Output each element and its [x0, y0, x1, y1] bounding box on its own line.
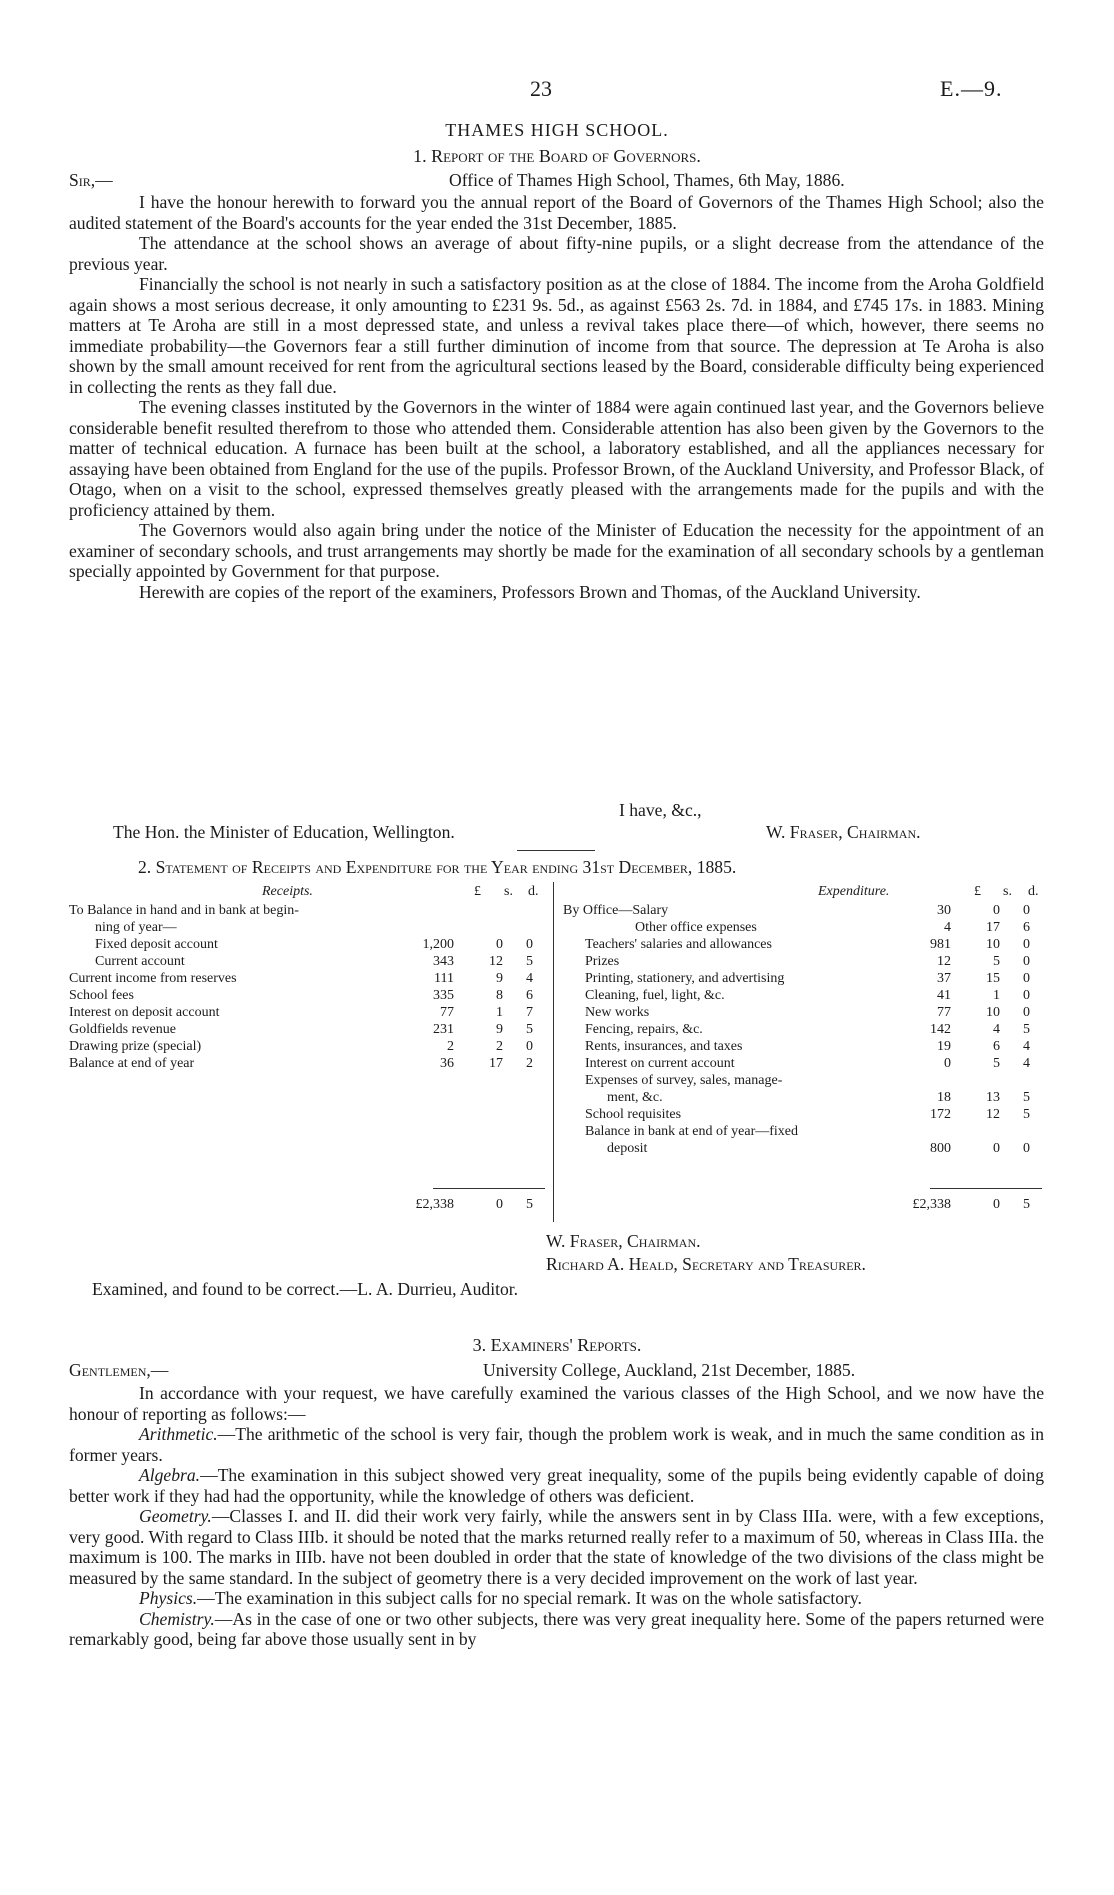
amount-shillings: 15	[986, 971, 1000, 986]
auditor-note: Examined, and found to be correct.—L. A. Durrieu, Auditor.	[92, 1279, 519, 1299]
section-divider	[517, 850, 595, 851]
money-col-pounds: £	[974, 884, 981, 899]
account-row	[69, 987, 547, 1004]
amount-pounds: 77	[440, 1005, 454, 1020]
account-label: Current income from reserves	[69, 971, 237, 986]
amount-shillings: 9	[496, 971, 503, 986]
amount-pence: 0	[1023, 903, 1030, 918]
amount-pounds: 30	[937, 903, 951, 918]
amount-pence: 5	[526, 954, 533, 969]
amount-shillings: 13	[986, 1090, 1000, 1105]
account-label: Balance at end of year	[69, 1056, 195, 1071]
money-col-pence: d.	[1028, 884, 1039, 899]
subject-paragraph: Chemistry.—As in the case of one or two other subjects, there was very great inequality here. Some of the papers returned were remarkably good, being far above those usually sent in by	[69, 1608, 1044, 1649]
report3-salutation: Gentlemen,—	[69, 1360, 169, 1380]
amount-shillings: 1	[496, 1005, 503, 1020]
expenditure-total-rule	[930, 1188, 1042, 1189]
account-label: Printing, stationery, and advertising	[585, 971, 785, 986]
account-row	[563, 902, 1044, 919]
amount-shillings: 4	[993, 1022, 1000, 1037]
money-col-pence: d.	[528, 884, 539, 899]
total-pounds: £2,338	[912, 1197, 951, 1212]
account-label: School requisites	[585, 1107, 682, 1122]
account-label: New works	[585, 1005, 650, 1020]
account-label: School fees	[69, 988, 134, 1003]
total-pence: 5	[1023, 1197, 1030, 1212]
receipts-total-rule	[433, 1188, 545, 1189]
report1-paragraph: The Governors would also again bring under the notice of the Minister of Education the necessity for the appointment of an examiner of secondary schools, and trust arrangements may shortly be made for the examination of all secondary schools by a gentleman specially appointed by Government for that purpose.	[69, 520, 1044, 581]
amount-shillings: 0	[496, 937, 503, 952]
amount-shillings: 0	[993, 903, 1000, 918]
report1-heading: 1. Report of the Board of Governors.	[413, 146, 701, 166]
account-row	[563, 987, 1044, 1004]
money-col-pounds: £	[474, 884, 481, 899]
amount-shillings: 9	[496, 1022, 503, 1037]
account-label: To Balance in hand and in bank at begin-	[69, 903, 299, 918]
subject-paragraph: Algebra.—The examination in this subject showed very great inequality, some of the pupils being evidently capable of doing better work if they had had the opportunity, while the knowledge of others was deficient.	[69, 1465, 1044, 1506]
account-label: deposit	[607, 1141, 648, 1156]
account-label: ment, &c.	[607, 1090, 663, 1105]
subject-name: Arithmetic.	[139, 1424, 218, 1444]
amount-shillings: 12	[489, 954, 503, 969]
account-row	[563, 919, 1044, 936]
report1-salutation: Sir,—	[69, 170, 113, 190]
amount-pence: 7	[526, 1005, 533, 1020]
amount-pence: 0	[526, 1039, 533, 1054]
account-row	[563, 1021, 1044, 1038]
account-label: Interest on current account	[585, 1056, 735, 1071]
receipts-title: Receipts.	[262, 884, 313, 899]
amount-shillings: 6	[993, 1039, 1000, 1054]
amount-pence: 6	[1023, 920, 1030, 935]
account-label: By Office—Salary	[563, 903, 669, 918]
amount-pounds: 2	[447, 1039, 454, 1054]
amount-pounds: 343	[433, 954, 454, 969]
account-label: Current account	[95, 954, 185, 969]
report1-addressee: The Hon. the Minister of Education, Wellington.	[113, 822, 455, 842]
amount-pence: 5	[1023, 1090, 1030, 1105]
report1-paragraph: Herewith are copies of the report of the examiners, Professors Brown and Thomas, of the Auckland University.	[139, 581, 921, 602]
amount-pounds: 4	[944, 920, 951, 935]
amount-shillings: 17	[986, 920, 1000, 935]
total-pounds: £2,338	[415, 1197, 454, 1212]
subject-paragraph: Arithmetic.—The arithmetic of the school is very fair, though the problem work is weak, and in much the same condition as in former years.	[69, 1424, 1044, 1465]
account-label: Fencing, repairs, &c.	[585, 1022, 703, 1037]
amount-pounds: 800	[930, 1141, 951, 1156]
amount-shillings: 12	[986, 1107, 1000, 1122]
accounts-divider	[553, 882, 554, 1222]
account-row	[69, 936, 547, 953]
subject-paragraph: Physics.—The examination in this subject calls for no special remark. It was on the whole satisfactory.	[139, 1588, 862, 1608]
account-label: Drawing prize (special)	[69, 1039, 202, 1054]
amount-pounds: 41	[937, 988, 951, 1003]
amount-pounds: 172	[930, 1107, 951, 1122]
amount-pounds: 19	[937, 1039, 951, 1054]
report1-paragraph: The attendance at the school shows an average of about fifty-nine pupils, or a slight decrease from the attendance of the previous year.	[69, 233, 1044, 274]
report1-paragraph: The evening classes instituted by the Governors in the winter of 1884 were again continued last year, and the Governors believe considerable benefit resulted therefrom to those who attended them. Considerable attention has also been given by the Governors to the matter of technical education. A furnace has been built at the school, a laboratory established, and all the appliances necessary for assaying have been obtained from England for the use of the pupils. Professor Brown, of the Auckland University, and Professor Black, of Otago, when on a visit to the school, expressed themselves greatly pleased with the arrangements made for the pupils and with the proficiency attained by them.	[69, 397, 1044, 520]
receipts-table	[69, 902, 547, 1072]
amount-pence: 4	[1023, 1056, 1030, 1071]
amount-pence: 0	[1023, 988, 1030, 1003]
report3-address: University College, Auckland, 21st December, 1885.	[483, 1360, 856, 1380]
account-row	[563, 1089, 1044, 1106]
account-label: Other office expenses	[635, 920, 757, 935]
amount-shillings: 1	[993, 988, 1000, 1003]
account-label: Balance in bank at end of year—fixed	[585, 1124, 799, 1139]
money-col-shillings: s.	[504, 884, 513, 899]
report1-paragraph: Financially the school is not nearly in such a satisfactory position as at the close of 1884. The income from the Aroha Goldfield again shows a most serious decrease, it only amounting to £231 9s. 5d., as against £563 2s. 7d. in 1884, and £745 17s. in 1883. Mining matters at Te Aroha are still in a most depressed state, and unless a revival takes place there—of which, however, there seems no immediate probability—the Governors fear a still further diminution of income from that source. The depression at Te Aroha is also shown by the small amount received for rent from the agricultural sections leased by the Board, considerable difficulty being experienced in collecting the rents as they fall due.	[69, 274, 1044, 397]
amount-pence: 0	[1023, 1141, 1030, 1156]
report3-intro: In accordance with your request, we have carefully examined the various classes of the High School, and we now have the honour of reporting as follows:—	[69, 1383, 1044, 1424]
account-label: ning of year—	[95, 920, 177, 935]
account-row	[563, 936, 1044, 953]
amount-pence: 0	[526, 937, 533, 952]
account-row	[69, 953, 547, 970]
expenditure-total	[563, 1196, 1044, 1213]
expenditure-title: Expenditure.	[818, 884, 890, 899]
report3-body	[69, 1383, 1044, 1650]
report1-body	[69, 192, 1044, 602]
amount-pounds: 77	[937, 1005, 951, 1020]
amount-pounds: 981	[930, 937, 951, 952]
statement-signature-chairman: W. Fraser, Chairman.	[546, 1231, 701, 1251]
amount-pence: 5	[1023, 1107, 1030, 1122]
statement-heading: 2. Statement of Receipts and Expenditure for the Year ending 31st December, 1885.	[138, 857, 737, 877]
amount-pence: 6	[526, 988, 533, 1003]
amount-pounds: 37	[937, 971, 951, 986]
amount-pounds: 1,200	[422, 937, 454, 952]
account-row	[69, 1004, 547, 1021]
subject-name: Chemistry.	[139, 1608, 215, 1629]
account-row	[69, 902, 547, 919]
amount-shillings: 2	[496, 1039, 503, 1054]
report3-heading: 3. Examiners' Reports.	[472, 1335, 642, 1355]
account-label: Rents, insurances, and taxes	[585, 1039, 743, 1054]
amount-pence: 0	[1023, 954, 1030, 969]
amount-shillings: 8	[496, 988, 503, 1003]
amount-pounds: 111	[434, 971, 454, 986]
amount-shillings: 0	[993, 1141, 1000, 1156]
report1-closing: I have, &c.,	[619, 800, 702, 820]
account-row	[563, 1055, 1044, 1072]
account-row	[563, 1140, 1044, 1157]
document-title: THAMES HIGH SCHOOL.	[445, 120, 669, 140]
total-shillings: 0	[496, 1197, 503, 1212]
account-row	[563, 1038, 1044, 1055]
account-row	[69, 1038, 547, 1055]
account-row	[563, 1072, 1044, 1089]
account-row	[69, 1055, 547, 1072]
amount-pence: 4	[1023, 1039, 1030, 1054]
amount-pence: 5	[1023, 1022, 1030, 1037]
account-label: Goldfields revenue	[69, 1022, 176, 1037]
account-label: Cleaning, fuel, light, &c.	[585, 988, 725, 1003]
amount-shillings: 5	[993, 1056, 1000, 1071]
document-code: E.—9.	[940, 76, 1003, 101]
report1-address: Office of Thames High School, Thames, 6th May, 1886.	[449, 170, 845, 190]
account-row	[69, 1021, 547, 1038]
amount-pence: 2	[526, 1056, 533, 1071]
amount-pence: 4	[526, 971, 533, 986]
amount-shillings: 10	[986, 1005, 1000, 1020]
amount-pounds: 231	[433, 1022, 454, 1037]
subject-name: Geometry.	[139, 1506, 212, 1526]
account-label: Prizes	[585, 954, 620, 969]
amount-pence: 0	[1023, 1005, 1030, 1020]
amount-pounds: 12	[937, 954, 951, 969]
amount-shillings: 5	[993, 954, 1000, 969]
report1-signature: W. Fraser, Chairman.	[766, 822, 921, 842]
amount-pounds: 36	[440, 1056, 454, 1071]
subject-name: Algebra.	[139, 1465, 201, 1485]
statement-signature-secretary: Richard A. Heald, Secretary and Treasurer.	[546, 1254, 866, 1274]
amount-pence: 0	[1023, 937, 1030, 952]
report1-paragraph: I have the honour herewith to forward you the annual report of the Board of Governors of the Thames High School; also the audited statement of the Board's accounts for the year ended the 31st December, 1885.	[69, 192, 1044, 233]
amount-pounds: 0	[944, 1056, 951, 1071]
amount-pounds: 142	[930, 1022, 951, 1037]
total-shillings: 0	[993, 1197, 1000, 1212]
expenditure-table	[563, 902, 1044, 1157]
account-row	[563, 1123, 1044, 1140]
account-label: Fixed deposit account	[95, 937, 218, 952]
amount-shillings: 17	[489, 1056, 503, 1071]
account-row	[563, 953, 1044, 970]
subject-paragraph: Geometry.—Classes I. and II. did their work very fairly, while the answers sent in by Class IIIa. were, with a few exceptions, very good. With regard to Class IIIb. it should be noted that the marks returned really refer to a maximum of 50, whereas in Class IIIa. the maximum is 100. The marks in IIIb. have not been doubled in order that the state of knowledge of the two divisions of the class might be measured by the same standard. In the subject of geometry there is a very decided improvement on the work of last year.	[69, 1506, 1044, 1588]
account-label: Interest on deposit account	[69, 1005, 220, 1020]
account-row	[69, 919, 547, 936]
total-pence: 5	[526, 1197, 533, 1212]
account-row	[69, 970, 547, 987]
amount-shillings: 10	[986, 937, 1000, 952]
amount-pounds: 335	[433, 988, 454, 1003]
amount-pence: 5	[526, 1022, 533, 1037]
amount-pence: 0	[1023, 971, 1030, 986]
subject-name: Physics.	[139, 1588, 198, 1608]
account-label: Expenses of survey, sales, manage-	[585, 1073, 783, 1088]
money-col-shillings: s.	[1003, 884, 1012, 899]
account-label: Teachers' salaries and allowances	[585, 937, 772, 952]
amount-pounds: 18	[937, 1090, 951, 1105]
account-row	[563, 970, 1044, 987]
account-row	[563, 1106, 1044, 1123]
receipts-total	[69, 1196, 547, 1213]
account-row	[563, 1004, 1044, 1021]
page-number: 23	[530, 76, 552, 101]
